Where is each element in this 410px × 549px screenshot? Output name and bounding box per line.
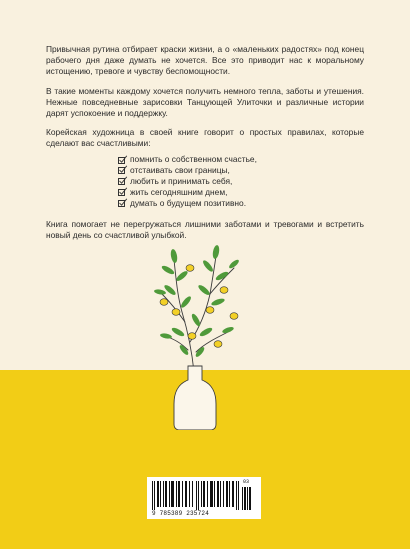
barcode-number: 9 785389 235724 — [152, 510, 210, 517]
barcode-icon — [152, 481, 252, 510]
checklist-item-label: думать о будущем позитивно. — [130, 197, 247, 208]
checklist-item-label: помнить о собственном счастье, — [130, 154, 257, 165]
paragraph-intro: Привычная рутина отбирает краски жизни, а о «маленьких радостях» под конец рабочего дня даже думать не хочется. Все это приводит нас к моральному истощению, тревоге и чувству беспомощности. — [46, 44, 364, 77]
checklist-item-label: жить сегодняшним днем, — [130, 186, 228, 197]
checkbox-checked-icon — [118, 157, 125, 164]
barcode-supplement: 03 — [243, 479, 250, 485]
barcode-panel — [147, 477, 261, 519]
blurb — [46, 44, 364, 249]
checklist-item — [118, 187, 364, 198]
vase-with-lemon-branch-icon — [130, 232, 260, 430]
checklist-item-label: отстаивать свои границы, — [130, 165, 230, 176]
checklist-item — [118, 165, 364, 176]
checklist-item — [118, 198, 364, 209]
paragraph-comfort: В такие моменты каждому хочется получить немного тепла, заботы и утешения. Нежные повседневные зарисовки Танцующей Улиточки и различные истории дарят успокоение и поддержку. — [46, 85, 364, 119]
checklist-item — [118, 155, 364, 166]
paragraph-closing: Книга помогает не перегружаться лишними заботами и тревогами и встретить новый день со счастливой улыбкой. — [46, 218, 364, 240]
checkbox-checked-icon — [118, 200, 125, 207]
checklist-item — [118, 176, 364, 187]
checkbox-checked-icon — [118, 178, 125, 185]
checklist-item-label: любить и принимать себя, — [130, 176, 233, 187]
checkbox-checked-icon — [118, 167, 125, 174]
paragraph-rules: Корейская художница в своей книге говорит о простых правилах, которые сделают вас счастливыми: — [46, 127, 364, 149]
rules-checklist — [118, 155, 364, 209]
checkbox-checked-icon — [118, 189, 125, 196]
